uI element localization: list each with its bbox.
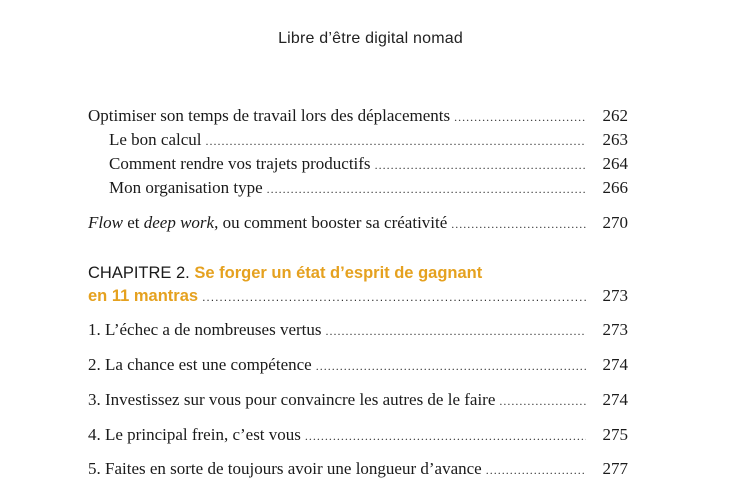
chapter-label: CHAPITRE 2. [88, 264, 195, 282]
toc-entry-title: Le bon calcul [109, 130, 202, 149]
dot-leader [206, 129, 586, 153]
dot-leader [202, 285, 586, 309]
toc-entry-title: 1. L’échec a de nombreuses vertus [88, 320, 322, 339]
toc-entry-title: Comment rendre vos trajets productifs [109, 154, 371, 173]
chapter-title-line2: en 11 mantras [88, 287, 199, 305]
toc-entry[interactable] [88, 388, 628, 412]
dot-leader [305, 424, 586, 448]
title-italic-flow: Flow [88, 213, 123, 232]
dot-leader [486, 458, 586, 482]
title-rest: , ou comment booster sa créativité [214, 213, 448, 232]
toc-subentry[interactable] [109, 128, 628, 152]
toc-entry-title: 4. Le principal frein, c’est vous [88, 425, 301, 444]
toc-entry-page: 270 [602, 213, 628, 232]
toc-entry-page: 262 [602, 106, 628, 125]
dot-leader [454, 105, 586, 129]
dot-leader [267, 177, 586, 201]
toc-entry-page: 273 [602, 320, 628, 339]
toc-entry-title: 2. La chance est une compétence [88, 355, 312, 374]
toc-entry-page: 277 [602, 459, 628, 478]
toc-entry-title: 5. Faites en sorte de toujours avoir une longueur d’avance [88, 459, 482, 478]
dot-leader [316, 354, 586, 378]
toc-entry-title [88, 211, 447, 235]
toc-entry-page: 274 [602, 355, 628, 374]
dot-leader [326, 319, 586, 343]
toc-entry-title: 3. Investissez sur vous pour convaincre les autres de le faire [88, 390, 496, 409]
toc-entry-page: 274 [602, 390, 628, 409]
chapter-title-line1: Se forger un état d’esprit de gagnant [194, 264, 483, 282]
dot-leader [499, 389, 586, 413]
toc-entry[interactable] [88, 423, 628, 447]
toc-entry[interactable] [88, 211, 628, 235]
toc-entry-page: 275 [602, 425, 628, 444]
title-mid: et [122, 213, 144, 232]
toc-entry-title: Optimiser son temps de travail lors des déplacements [88, 106, 451, 125]
chapter-page: 273 [602, 286, 628, 305]
toc-entry-title: Mon organisation type [109, 178, 263, 197]
chapter-heading-line2[interactable] [88, 284, 628, 308]
toc-entry[interactable] [88, 353, 628, 377]
toc-entry-page: 264 [602, 154, 628, 173]
toc-entry-page: 263 [602, 130, 628, 149]
toc-entry[interactable] [88, 104, 628, 128]
toc-entry-page: 266 [602, 178, 628, 197]
toc-entry[interactable] [88, 318, 628, 342]
toc-subentry[interactable] [109, 152, 628, 176]
dot-leader [375, 153, 586, 177]
toc-entry[interactable] [88, 457, 628, 481]
title-italic-deep-work: deep work [143, 213, 215, 232]
toc-subentry[interactable] [109, 176, 628, 200]
dot-leader [451, 212, 586, 236]
chapter-heading[interactable] [88, 262, 628, 284]
book-title-header: Libre d’être digital nomad [278, 30, 463, 47]
